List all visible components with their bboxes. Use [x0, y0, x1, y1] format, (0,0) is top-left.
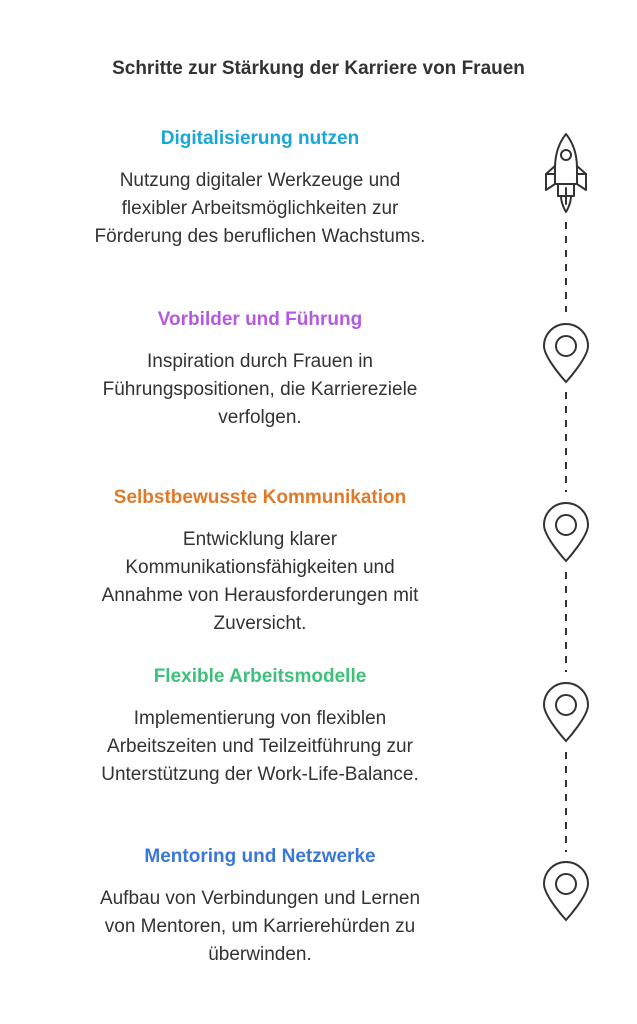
description-line: Aufbau von Verbindungen und Lernen: [99, 888, 421, 909]
description-line: Führungspositionen, die Karriereziele: [102, 379, 418, 400]
map-pin-icon: [544, 862, 588, 920]
diagram-title: Schritte zur Stärkung der Karriere von Frauen: [112, 58, 525, 79]
description-line: Förderung des beruflichen Wachstums.: [94, 226, 426, 247]
map-pin-icon: [544, 324, 588, 382]
description-line: Implementierung von flexiblen: [133, 708, 387, 729]
map-pin-icon: [544, 503, 588, 561]
rocket-icon: [546, 134, 586, 212]
map-pin-icon: [544, 683, 588, 741]
description-line: verfolgen.: [218, 407, 302, 428]
step-heading: Mentoring und Netzwerke: [144, 846, 376, 867]
description-line: überwinden.: [208, 944, 312, 965]
step-heading: Vorbilder und Führung: [157, 309, 363, 330]
description-line: Unterstützung der Work-Life-Balance.: [101, 764, 419, 785]
description-line: von Mentoren, um Karrierehürden zu: [104, 916, 416, 937]
description-line: Nutzung digitaler Werkzeuge und: [119, 170, 401, 191]
step-heading: Flexible Arbeitsmodelle: [153, 666, 367, 687]
description-line: Kommunikationsfähigkeiten und: [125, 557, 395, 578]
step-heading: Selbstbewusste Kommunikation: [113, 487, 407, 508]
description-line: Annahme von Herausforderungen mit: [101, 585, 419, 606]
description-line: Arbeitszeiten und Teilzeitführung zur: [107, 736, 413, 757]
description-line: Inspiration durch Frauen in: [146, 351, 373, 372]
description-line: Entwicklung klarer: [182, 529, 338, 550]
step-heading: Digitalisierung nutzen: [160, 128, 360, 149]
description-line: flexibler Arbeitsmöglichkeiten zur: [121, 198, 399, 219]
description-line: Zuversicht.: [213, 613, 307, 634]
